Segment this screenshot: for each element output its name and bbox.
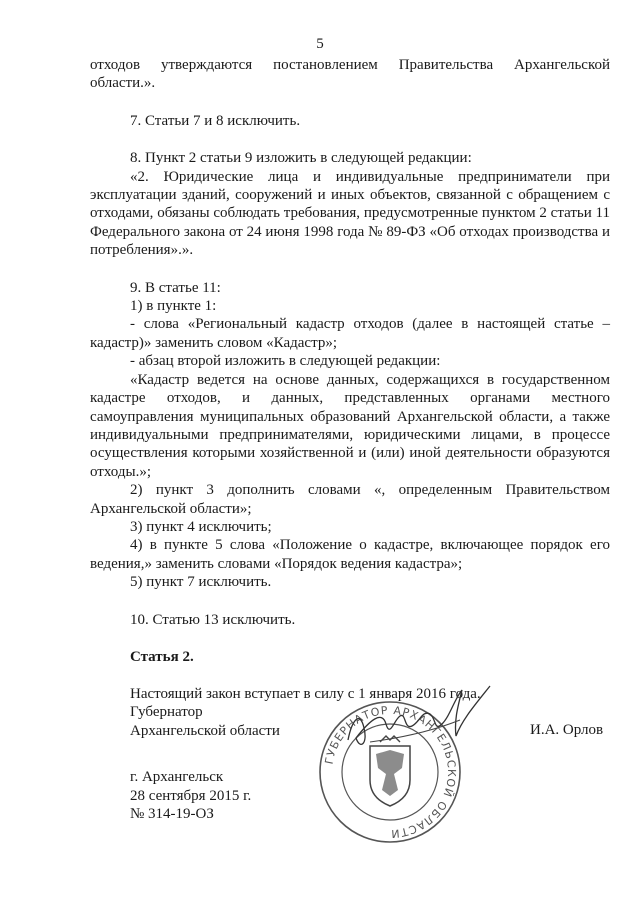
page-number: 5 xyxy=(316,36,324,52)
paragraph: Настоящий закон вступает в силу с 1 января 2016 года. xyxy=(130,686,481,703)
date: 28 сентября 2015 г. xyxy=(130,787,252,804)
paragraph: 9. В статье 11: xyxy=(130,279,221,296)
document-body xyxy=(90,56,610,704)
position-line: Губернатор xyxy=(130,704,203,720)
paragraph: «2. Юридические лица и индивидуальные предприниматели при эксплуатации зданий, сооружений и иных объектов, связанной с обращением с отходами, обязаны соблюдать требования, предусмотренные пунктом 2 статьи 11 Федерального закона от 24 июня 1998 года № 89-ФЗ «Об отходах производства и потребления».». xyxy=(90,168,610,259)
signatory-name: И.А. Орлов xyxy=(530,722,604,738)
article-heading: Статья 2. xyxy=(130,648,194,665)
signatory-position xyxy=(130,703,280,741)
paragraph: 2) пункт 3 дополнить словами «, определенным Правительством Архангельской области»; xyxy=(90,482,610,517)
place-and-date xyxy=(130,768,251,824)
position-line: Архангельской области xyxy=(130,723,280,739)
paragraph: «Кадастр ведется на основе данных, содержащихся в государственном кадастре отходов, и данных, представленных органами местного самоуправления муниципальных образований Архангельской области, а также индивидуальными предпринимателями, юридическими лицами, в процессе осуществления которыми хозяйственной и (или) иной деятельности образуются отходы.»; xyxy=(90,371,610,480)
paragraph: - абзац второй изложить в следующей редакции: xyxy=(130,353,441,370)
law-number: № 314-19-ОЗ xyxy=(130,806,214,822)
paragraph: 7. Статьи 7 и 8 исключить. xyxy=(130,112,301,129)
city: г. Архангельск xyxy=(130,769,224,785)
handwritten-signature-icon xyxy=(330,680,500,760)
paragraph: 8. Пункт 2 статьи 9 изложить в следующей редакции: xyxy=(130,150,472,167)
paragraph: - слова «Региональный кадастр отходов (далее в настоящей статье – кадастр)» заменить словом «Кадастр»; xyxy=(90,316,610,351)
paragraph: отходов утверждаются постановлением Правительства Архангельской области.». xyxy=(90,57,610,92)
paragraph: 1) в пункте 1: xyxy=(130,298,217,315)
svg-text:ГУБЕРНАТОР АРХАНГЕЛЬСКОЙ ОБЛАС: ГУБЕРНАТОР АРХАНГЕЛЬСКОЙ ОБЛАСТИ xyxy=(322,703,459,841)
paragraph: 10. Статью 13 исключить. xyxy=(130,611,296,628)
paragraph: 3) пункт 4 исключить; xyxy=(130,518,272,535)
paragraph: 5) пункт 7 исключить. xyxy=(130,574,272,591)
paragraph: 4) в пункте 5 слова «Положение о кадастре, включающее порядок его ведения,» заменить словами «Порядок ведения кадастра»; xyxy=(90,537,610,572)
